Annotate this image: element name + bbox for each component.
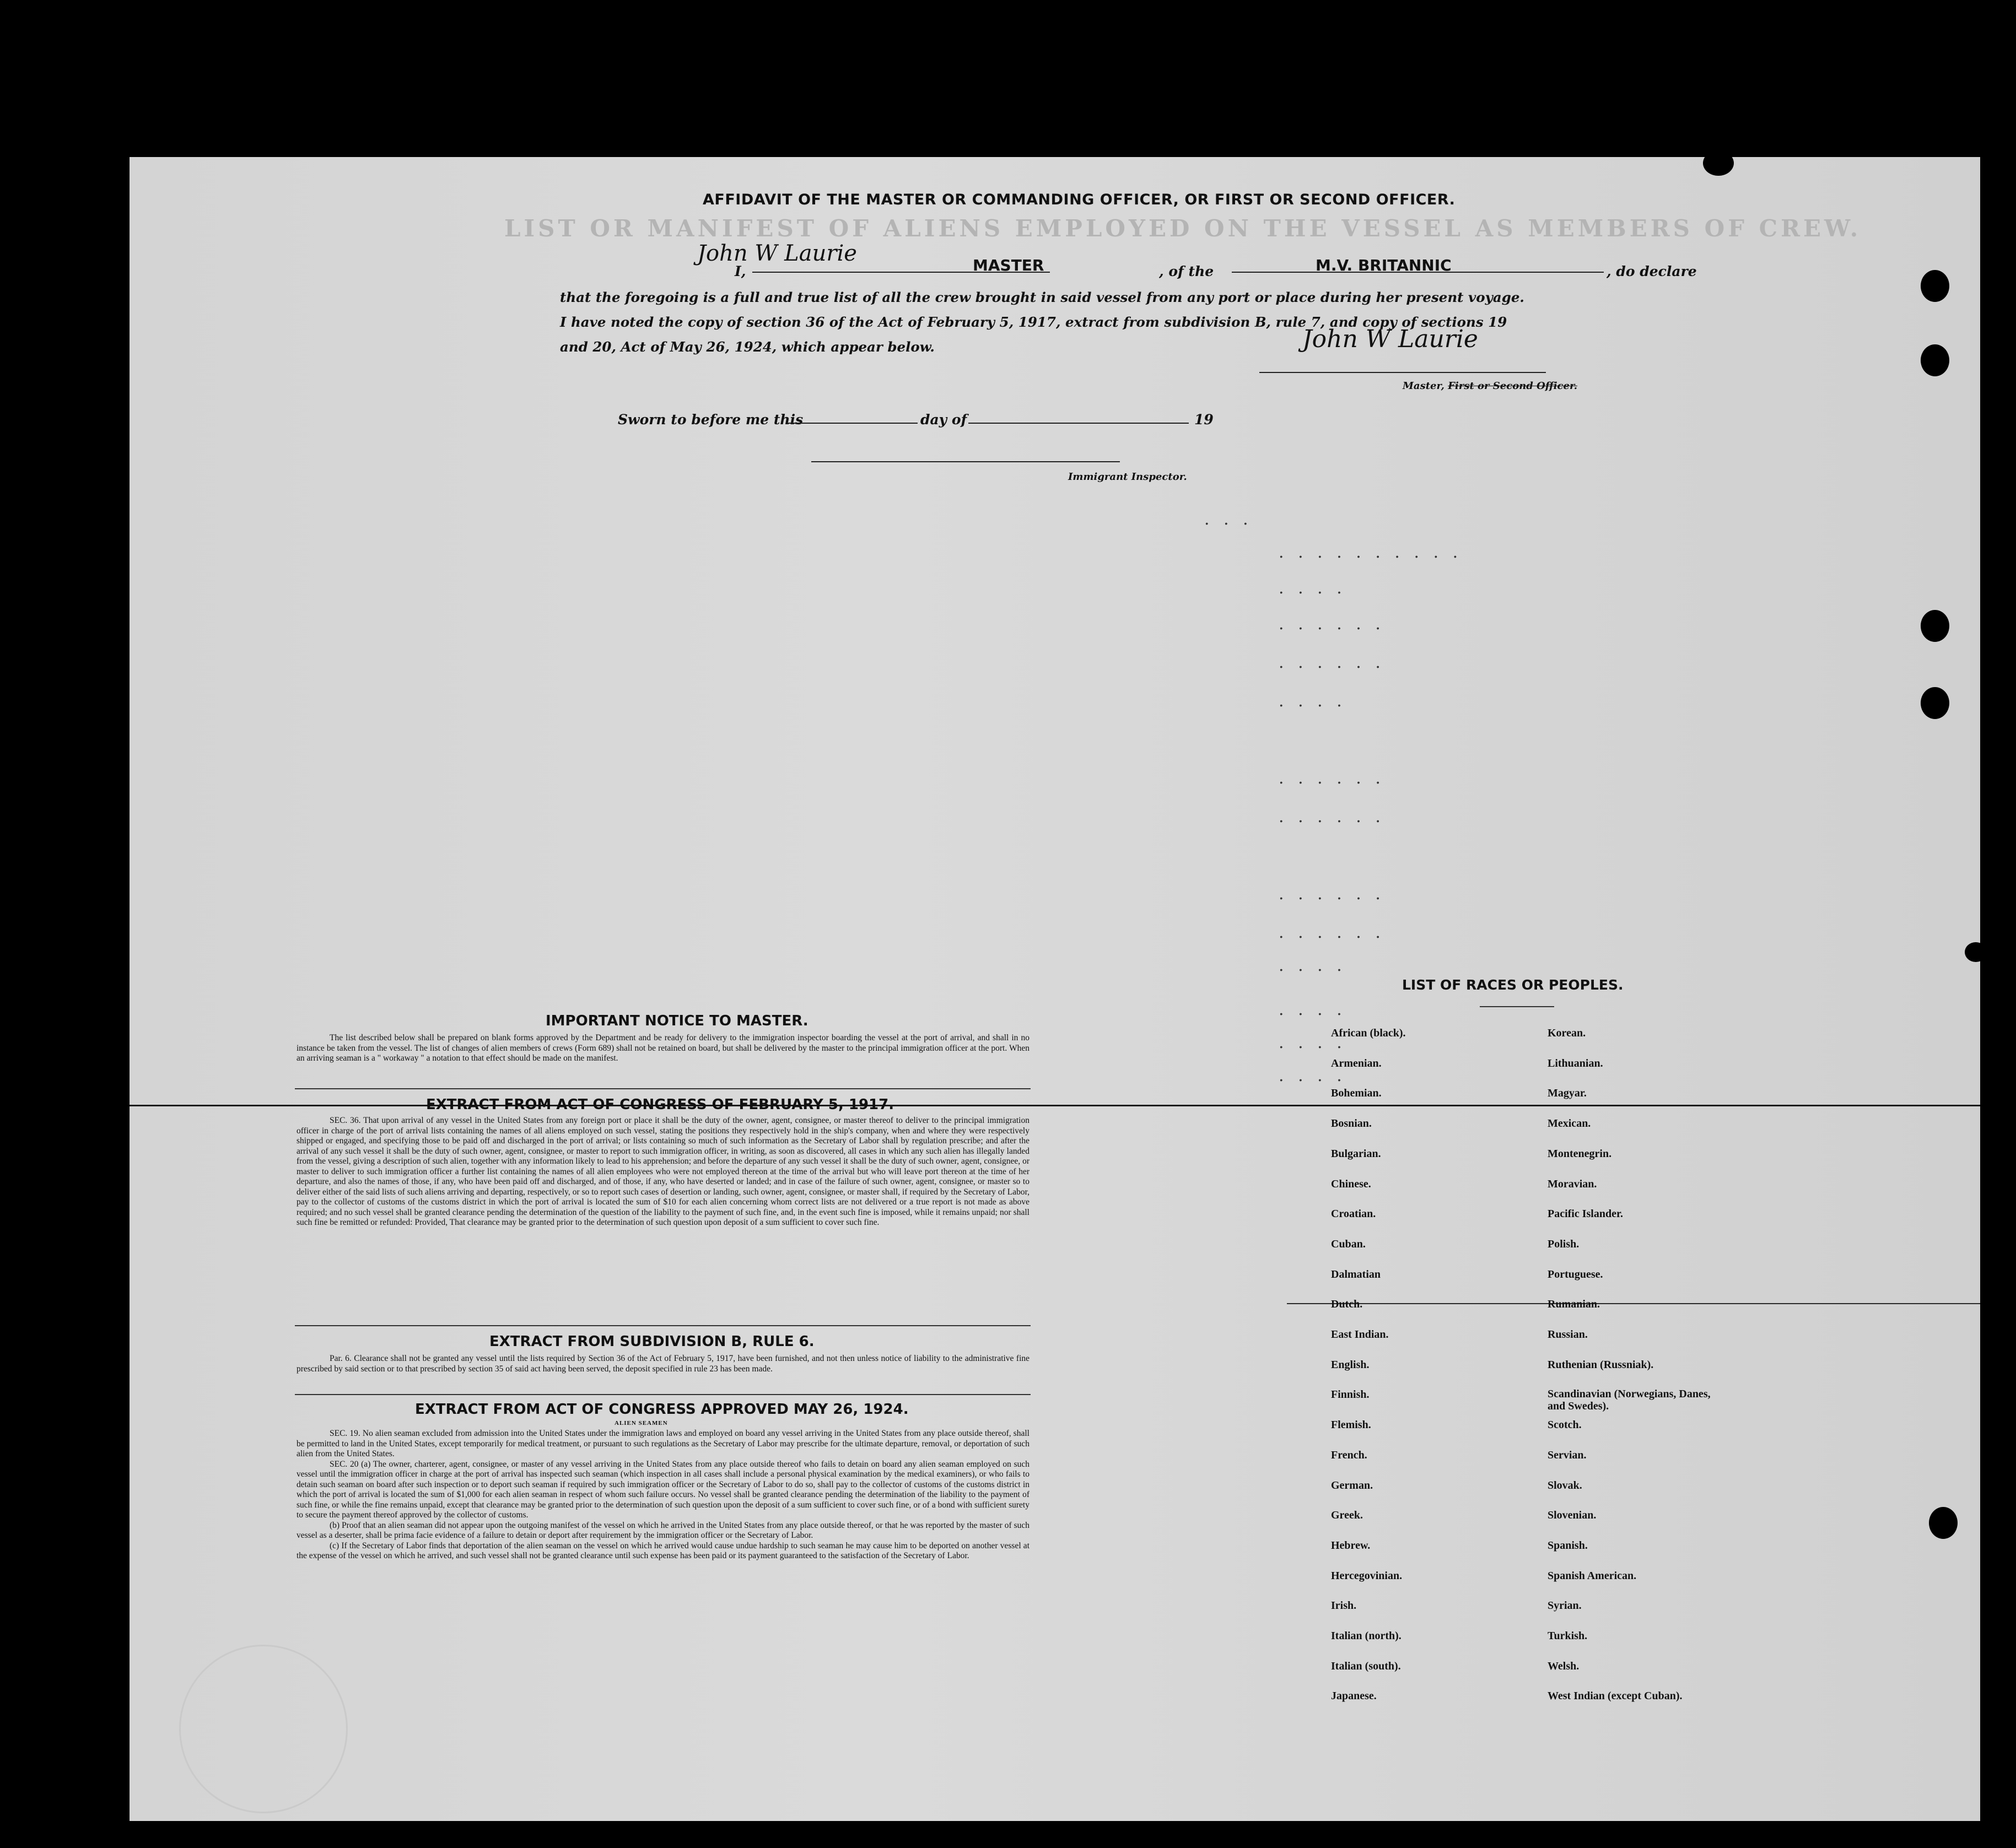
race-item-left: Dutch. — [1331, 1298, 1363, 1311]
dot-leader: . . . — [1204, 510, 1253, 529]
dot-leader: . . . . — [1279, 579, 1346, 598]
dot-leader: . . . . — [1279, 1066, 1346, 1085]
dot-leader: . . . . . . — [1279, 769, 1385, 788]
race-item-right: Russian. — [1548, 1328, 1588, 1341]
punch-hole — [1703, 157, 1734, 176]
of-the-label: , of the — [1159, 263, 1214, 279]
race-item-left: Finnish. — [1331, 1388, 1370, 1401]
race-item-left: Japanese. — [1331, 1690, 1377, 1703]
dot-leader: . . . . . . — [1279, 807, 1385, 826]
race-item-left: Italian (north). — [1331, 1630, 1402, 1642]
race-item-right: Scandinavian (Norwegians, Danes, and Swedes). — [1548, 1388, 1711, 1413]
race-item-left: Bulgarian. — [1331, 1147, 1381, 1160]
race-item-right: Ruthenian (Russniak). — [1548, 1358, 1654, 1371]
extract-1917-heading: EXTRACT FROM ACT OF CONGRESS OF FEBRUARY 5, 1917. — [426, 1096, 894, 1113]
affidavit-title: AFFIDAVIT OF THE MASTER OR COMMANDING OFFICER, OR FIRST OR SECOND OFFICER. — [703, 191, 1456, 208]
dot-leader: . . . . . . — [1279, 923, 1385, 942]
rank-value: MASTER — [973, 256, 1044, 274]
vessel-name: M.V. BRITANNIC — [1316, 256, 1452, 274]
alien-seamen-subheading: ALIEN SEAMEN — [614, 1420, 668, 1426]
dot-leader: . . . . — [1279, 956, 1346, 975]
embossed-seal — [179, 1645, 348, 1813]
extract-1924-text: SEC. 19. No alien seaman excluded from admission into the United States under the immigration laws and employed on board any vessel arriving in the United States from any place outside thereof, shall be permitted to land in the United States, except temporarily for medical treatment, or pursuant to such regulations as the Secretary of Labor may prescribe for the ultimate departure, removal, or deportation of such alien from the United States. SEC. 20 (a) The owner, charterer, agent, consignee, or master of any vessel arriving in the United States from any place outside thereof who fails to detain on board any alien seaman employed on such vessel until the immigration officer in charge at the port of arrival has inspected such seaman (which inspection in all cases shall include a personal physical examination by the medical examiners), or who fails to detain such seaman on board after such inspection or to deport such seaman if required by such immigration officer or the Secretary of Labor to do so, shall pay to the collector of customs of the customs district in which the port of arrival is located the sum of $1,000 for each alien seaman in respect of whom such failure occurs. No vessel shall be granted clearance pending the determination of the liability to the payment of such fine, or while the fine remains unpaid, except that clearance may be granted prior to the determination of such question upon the deposit of a sum sufficient to cover such fine, or of a bond with sufficient surety to secure the payment thereof approved by the collector of customs. (b) Proof that an alien seaman did not appear upon the outgoing manifest of the vessel on which he arrived in the United States from any place outside thereof, or that he was reported by the master of such vessel as a deserter, shall be prima facie evidence of a failure to detain or deport after requirement by the immigration officer or the Secretary of Labor. (c) If the Secretary of Labor finds that deportation of the alien seaman on the vessel on which he arrived would cause undue hardship to such seaman he may cause him to be deported on another vessel at the expense of the vessel on which he arrived, and such vessel shall not be granted clearance until such expense has been paid or its payment guaranteed to the satisfaction of the Secretary of Labor. — [297, 1429, 1029, 1560]
race-item-left: Cuban. — [1331, 1238, 1366, 1250]
sworn-day-line — [788, 423, 918, 424]
races-heading: LIST OF RACES OR PEOPLES. — [1402, 977, 1624, 993]
race-item-left: Greek. — [1331, 1509, 1363, 1522]
race-item-right: Portuguese. — [1548, 1268, 1603, 1280]
punch-hole — [1965, 942, 1980, 962]
day-of-label: day of — [920, 412, 967, 428]
race-item-right: Scotch. — [1548, 1419, 1582, 1431]
punch-hole — [1921, 687, 1949, 719]
race-item-left: East Indian. — [1331, 1328, 1389, 1341]
race-item-right: Lithuanian. — [1548, 1057, 1603, 1069]
punch-hole — [1921, 344, 1949, 376]
signature: John W Laurie — [697, 241, 857, 266]
race-item-right: Spanish. — [1548, 1539, 1588, 1552]
race-item-left: Armenian. — [1331, 1057, 1382, 1069]
notice-heading: IMPORTANT NOTICE TO MASTER. — [546, 1013, 808, 1029]
race-item-right: Turkish. — [1548, 1630, 1588, 1642]
race-item-right: Korean. — [1548, 1027, 1586, 1039]
document-sheet — [130, 157, 1980, 1821]
punch-hole — [1929, 1507, 1958, 1539]
inspector-line — [811, 461, 1120, 462]
race-item-left: Bosnian. — [1331, 1117, 1372, 1130]
race-item-right: Mexican. — [1548, 1117, 1591, 1130]
dot-leader: . . . . . . . . . . — [1279, 543, 1463, 562]
race-item-right: Montenegrin. — [1548, 1147, 1612, 1160]
affidavit-body-line3: and 20, Act of May 26, 1924, which appear below. — [560, 339, 935, 355]
extract-1917-text: SEC. 36. That upon arrival of any vessel in the United States from any foreign port or place it shall be the duty of the owner, agent, consignee, or master thereof to deliver to the principal immigration officer in charge of the port of arrival lists containing the names of all aliens employed on such vessel, stating the positions they respectively hold in the ship's company, when and where they were respectively shipped or engaged, and specifying those to be paid off and discharged in the port of arrival; or lists containing so much of such information as the Secretary of Labor shall by regulation prescribe; and after the arrival of any such vessel it shall be the duty of such owner, agent, consignee, or master to report to such immigration officer, in writing, as soon as discovered, all cases in which any such alien has illegally landed from the vessel, giving a description of such alien, together with any information likely to lead to his apprehension; and before the departure of any such vessel it shall be the duty of such owner, agent, consignee, or master to deliver to such immigration officer a further list containing the names of all alien employees who were not employed thereon at the time of the arrival but who will leave port thereon at the time of her departure, and also the names of those, if any, who have been paid off and discharged, and of those, if any, who have deserted or landed; and in case of the failure of such owner, agent, consignee, or master so to deliver either of the said lists of such aliens arriving and departing, respectively, or so to report such cases of desertion or landing, such owner, agent, consignee, or master shall, if required by the Secretary of Labor, pay to the collector of customs of the customs district in which the port of arrival is located the sum of $10 for each alien concerning whom correct lists are not delivered or a true report is not made as above required; and no such vessel shall be granted clearance pending the determination of the question of the liability to the payment of such fine, and, in the event such fine is imposed, while it remains unpaid; nor shall such fine be remitted or refunded: Provided, That clearance may be granted prior to the determination of such question upon deposit of a sum sufficient to cover such fine. — [297, 1116, 1029, 1227]
race-item-right: Servian. — [1548, 1449, 1587, 1461]
races-heading-rule — [1480, 1006, 1554, 1007]
signature-line — [1259, 372, 1546, 373]
section-rule — [295, 1088, 1031, 1089]
master-caption: Master, First or Second Officer. — [1403, 380, 1578, 392]
punch-hole — [1921, 270, 1949, 302]
race-item-left: Italian (south). — [1331, 1660, 1401, 1672]
extract-rule6-text: Par. 6. Clearance shall not be granted any vessel until the lists required by Section 36 of the Act of February 5, 1917, have been furnished, and not then unless notice of liability to the administrative fine prescribed by said section or to that prescribed by section 35 of said act having been served, the deposit specified in rule 23 has been made. — [297, 1354, 1029, 1374]
declare-label: , do declare — [1607, 263, 1697, 279]
extract-rule6-heading: EXTRACT FROM SUBDIVISION B, RULE 6. — [489, 1333, 815, 1350]
race-item-left: French. — [1331, 1449, 1367, 1461]
race-item-right: Polish. — [1548, 1238, 1580, 1250]
dot-leader: . . . . . . — [1279, 653, 1385, 672]
dot-leader: . . . . . . — [1279, 884, 1385, 904]
race-item-left: Hercegovinian. — [1331, 1569, 1403, 1582]
race-item-left: Hebrew. — [1331, 1539, 1371, 1552]
race-item-right: Slovenian. — [1548, 1509, 1597, 1522]
affidavit-body-line2: I have noted the copy of section 36 of the Act of February 5, 1917, extract from subdivision B, rule 7, and copy of sections 19 — [560, 314, 1507, 330]
dot-leader: . . . . . . — [1279, 614, 1385, 634]
race-item-right: Rumanian. — [1548, 1298, 1600, 1311]
affidavit-body-line1: that the foregoing is a full and true list of all the crew brought in said vessel from any port or place during her present voyage. — [560, 289, 1524, 305]
dot-leader: . . . . — [1279, 1000, 1346, 1019]
section-rule — [295, 1325, 1031, 1326]
race-item-right: Slovak. — [1548, 1479, 1582, 1492]
background-manifest-title: LIST OR MANIFEST OF ALIENS EMPLOYED ON THE VESSEL AS MEMBERS OF CREW. — [504, 215, 1862, 242]
race-item-right: West Indian (except Cuban). — [1548, 1690, 1683, 1703]
sworn-label: Sworn to before me this — [618, 412, 804, 428]
race-item-left: Croatian. — [1331, 1208, 1376, 1220]
race-item-left: Dalmatian — [1331, 1268, 1381, 1280]
race-item-right: Magyar. — [1548, 1087, 1587, 1100]
race-item-left: English. — [1331, 1358, 1370, 1371]
sworn-month-line — [968, 423, 1189, 424]
year-prefix: 19 — [1194, 412, 1214, 428]
punch-hole — [1921, 610, 1949, 642]
inspector-caption: Immigrant Inspector. — [1068, 471, 1187, 483]
race-item-left: German. — [1331, 1479, 1373, 1492]
race-item-right: Welsh. — [1548, 1660, 1580, 1672]
race-item-right: Moravian. — [1548, 1177, 1597, 1190]
dot-leader: . . . . — [1279, 1033, 1346, 1052]
notice-text: The list described below shall be prepared on blank forms approved by the Department and be ready for delivery to the immigration inspector boarding the vessel at the port of arrival, and shall in no instance be taken from the vessel. The list of changes of alien members of crews (Form 689) shall not be retained on board, but shall be delivered by the master to the principal immigration officer at the port. When an arriving seaman is a " workaway " a notation to that effect should be made on the manifest. — [297, 1033, 1029, 1063]
race-item-left: Chinese. — [1331, 1177, 1371, 1190]
master-signature: John W Laurie — [1302, 325, 1478, 353]
divider-rule — [130, 1105, 1980, 1106]
race-item-left: Bohemian. — [1331, 1087, 1382, 1100]
extract-1924-heading: EXTRACT FROM ACT OF CONGRESS APPROVED MAY 26, 1924. — [415, 1401, 909, 1418]
race-item-right: Syrian. — [1548, 1600, 1582, 1612]
race-item-left: Irish. — [1331, 1600, 1357, 1612]
i-label: I, — [735, 263, 746, 279]
divider-rule — [1287, 1303, 1980, 1304]
race-item-left: African (black). — [1331, 1027, 1406, 1039]
section-rule — [295, 1394, 1031, 1395]
race-item-right: Spanish American. — [1548, 1569, 1637, 1582]
race-item-left: Flemish. — [1331, 1419, 1371, 1431]
dot-leader: . . . . — [1279, 691, 1346, 711]
race-item-right: Pacific Islander. — [1548, 1208, 1624, 1220]
